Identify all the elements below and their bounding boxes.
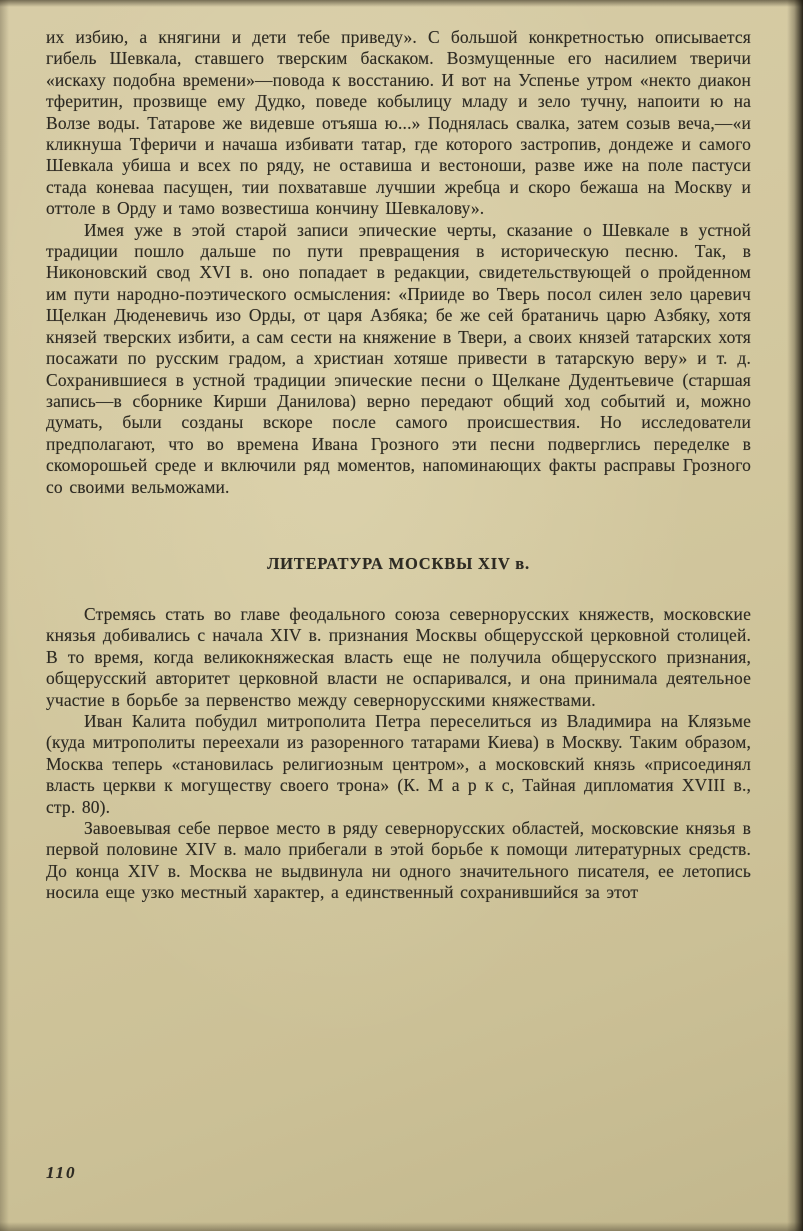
text-column [46,27,751,904]
paragraph-epic-song: Имея уже в этой старой записи эпические черты, сказание о Шевкале в устной традиции пошло дальше по пути превращения в историческую песню. Так, в Никоновский свод XVI в. оно попадает в редакции, свидетельствующей о пройденном им пути народно-поэтического осмысления: «Прииде во Тверь посол силен зело царевич Щелкан Дюденевичь изо Орды, от царя Азбяка; бе же сей братаничь царю Азбяку, хотя князей тверских избити, а сам сести на княжение в Твери, а своих князей татарских хотя посажати по русским градом, а христиан хотяше привести в татарскую веру» и т. д. Сохранившиеся в устной традиции эпические песни о Щелкане Дудентьевиче (старшая запись—в сборнике Кирши Данилова) верно передают общий ход событий и, можно думать, были созданы вскоре после самого происшествия. Но исследователи предполагают, что во времена Ивана Грозного эти песни подверглись переделке в скоморошьей среде и включили ряд моментов, напоминающих факты расправы Грозного со своими вельможами. [46,219,751,497]
paragraph-moscow-princes: Стремясь стать во главе феодального союза севернорусских княжеств, московские князья добивались с начала XIV в. признания Москвы общерусской церковной столицей. В то время, когда великокняжеская власть еще не получила общерусского признания, общерусский авторитет церковной власти не оспаривался, и она принимала деятельное участие в борьбе за первенство между севернорусскими княжествами. [46,603,751,710]
scan-shadow-top [0,0,803,7]
scan-shadow-left [0,0,9,1231]
paragraph-literary-means: Завоевывая себе первое место в ряду севернорусских областей, московские князья в первой половине XIV в. мало прибегали в этой борьбе к помощи литературных средств. До конца XIV в. Москва не выдвинула ни одного значительного писателя, ее летопись носила еще узко местный характер, а единственный сохранившийся за этот [46,818,751,903]
page-number: 110 [46,1163,77,1182]
paragraph-shevkal-death: их избию, а княгини и дети тебе приведу». С большой конкретностью описывается гибель Шевкала, ставшего тверским баскаком. Возмущенные его насилием тверичи «искаху подобна времени»—повода к восстанию. И вот на Успенье утром «некто диакон тферитин, прозвище ему Дудко, поведе кобылицу младу и зело тучну, напоити ю на Волзе воды. Татарове же видевше отъяша ю...» Поднялась свалка, затем созыв веча,—«и кликнуша Тферичи и начаша избивати татар, где которого застропив, дондеже и самого Шевкала убиша и всех по ряду, не оставиша и вестоноши, разве иже на поле пастуси стада коневаа пасущен, тии похватавше лучшии жребца и скоро бежаша на Москву и оттоле в Орду и тамо возвестиша кончину Шевкалову». [46,27,751,219]
scan-shadow-bottom [0,1222,803,1231]
section-heading: ЛИТЕРАТУРА МОСКВЫ XIV в. [267,553,530,573]
scan-shadow-right [787,0,803,1231]
paragraph-ivan-kalita: Иван Калита побудил митрополита Петра переселиться из Владимира на Клязьме (куда митрополиты переехали из разоренного татарами Киева) в Москву. Таким образом, Москва теперь «становилась религиозным центром», а московский князь «присоединял власть церкви к могуществу своего трона» (К. М а р к с, Тайная дипломатия XVIII в., стр. 80). [46,710,751,817]
